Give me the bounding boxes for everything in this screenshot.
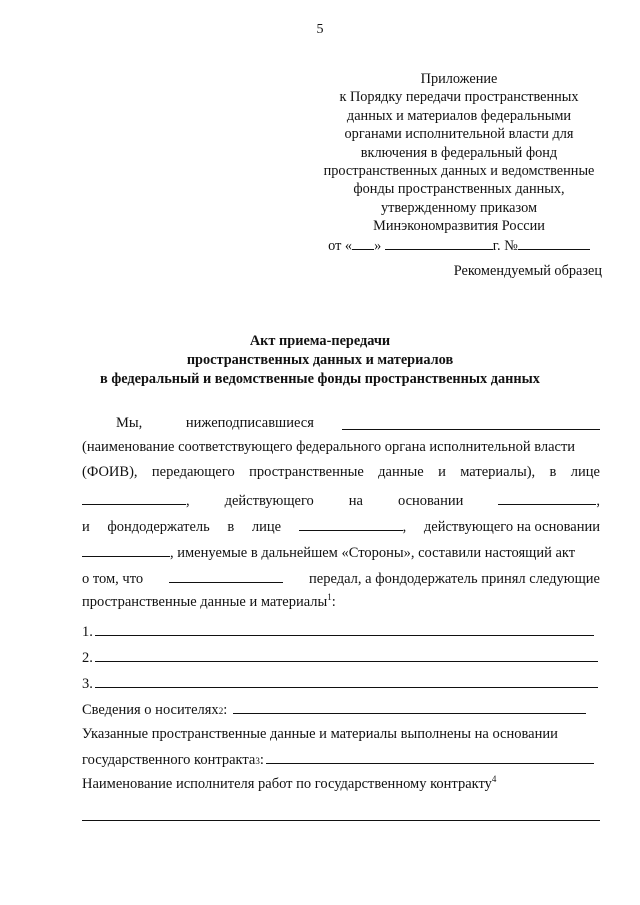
transferor-blank <box>169 568 283 583</box>
word: материалы), <box>460 464 536 480</box>
list-item <box>82 673 598 693</box>
contract-line: государственного контракта 3 : <box>82 749 594 769</box>
title-line-3: в федеральный и ведомственные фонды пространственных данных <box>100 371 540 387</box>
word: (ФОИВ), <box>82 464 138 480</box>
holder-representative-blank <box>299 516 403 531</box>
appendix-line: органами исполнительной власти для <box>344 126 574 143</box>
word: и <box>438 464 446 480</box>
contract-blank <box>266 749 594 764</box>
appendix-line: Минэкономразвития России <box>373 218 545 235</box>
text-line-12: Указанные пространственные данные и материалы выполнены на основании <box>82 726 558 742</box>
basis-group <box>498 490 600 510</box>
order-date-line <box>310 236 608 255</box>
item-blank <box>95 673 598 688</box>
representative-blank <box>82 490 186 505</box>
word: на <box>348 493 363 509</box>
text-we: Мы, <box>116 415 143 431</box>
word: передал, а фондодержатель принял следующие <box>309 571 600 587</box>
body-line-12 <box>82 726 600 743</box>
day-blank <box>352 236 374 250</box>
holder-basis-blank <box>82 542 170 557</box>
contractor-label: Наименование исполнителя работ по государственному контракту <box>82 776 492 792</box>
appendix-line: данных и материалов федеральными <box>346 107 572 124</box>
contract-label: государственного контракта <box>82 752 256 768</box>
word: действующего на основании <box>423 519 600 535</box>
word: о том, что <box>82 571 144 587</box>
comma: , <box>186 493 190 509</box>
appendix-line: включения в федеральный фонд <box>360 144 558 161</box>
number-sign: № <box>504 237 518 254</box>
word: фондодержатель <box>107 519 210 535</box>
body-line-5 <box>82 516 600 536</box>
parties-blank <box>342 415 600 430</box>
list-item <box>82 647 598 667</box>
number-blank <box>518 236 590 250</box>
colon: : <box>259 752 264 768</box>
month-blank <box>385 236 493 250</box>
item-number: 2. <box>82 650 93 666</box>
page-number: 5 <box>316 22 324 37</box>
footnote-ref: 4 <box>491 774 497 785</box>
item-blank <box>95 647 598 662</box>
word: данные <box>378 464 424 480</box>
footnote-ref: 1 <box>327 592 332 603</box>
word: основании <box>397 493 464 509</box>
date-mid: » <box>374 237 382 254</box>
comma: , <box>402 519 407 535</box>
title-line-2: пространственных данных и материалов <box>186 352 454 368</box>
body-line-3 <box>82 464 600 481</box>
list-item <box>82 621 594 641</box>
word: лице <box>570 464 600 480</box>
appendix-block <box>310 70 608 255</box>
word: в <box>227 519 235 535</box>
colon: : <box>223 702 228 718</box>
word: лице <box>251 519 282 535</box>
date-prefix: от « <box>328 237 353 254</box>
contractor-blank <box>82 806 600 821</box>
item-number: 1. <box>82 624 93 640</box>
body-line-14 <box>82 776 600 793</box>
appendix-line: утвержденному приказом <box>380 199 538 216</box>
sample-label: Рекомендуемый образец <box>453 263 602 279</box>
body-line-1 <box>82 415 600 432</box>
comma: , <box>596 493 600 509</box>
body-line-4 <box>82 490 600 510</box>
text-undersigned: нижеподписавшиеся <box>185 415 314 431</box>
appendix-line: фонды пространственных данных, <box>353 181 565 198</box>
word: действующего <box>224 493 314 509</box>
word: в <box>549 464 557 480</box>
carriers-line: Сведения о носителях 2 : <box>82 699 586 719</box>
body-line-7 <box>82 568 600 588</box>
text-line-6: , именуемые в дальнейшем «Стороны», составили настоящий акт <box>170 545 576 561</box>
item-blank <box>95 621 594 636</box>
colon: : <box>331 594 336 610</box>
carriers-label: Сведения о носителях <box>82 702 219 718</box>
appendix-line: к Порядку передачи пространственных <box>339 89 579 106</box>
text-line-2: (наименование соответствующего федерального органа исполнительной власти <box>82 439 576 455</box>
appendix-line: пространственных данных и ведомственные <box>323 163 595 180</box>
body-line-8 <box>82 594 600 611</box>
act-title <box>0 332 640 389</box>
body-line-6 <box>82 542 600 562</box>
word: пространственные <box>249 464 364 480</box>
body-line-2 <box>82 439 600 456</box>
item-number: 3. <box>82 676 93 692</box>
text-line-8: пространственные данные и материалы <box>82 594 328 610</box>
appendix-line: Приложение <box>420 71 498 87</box>
word: и <box>82 519 90 535</box>
basis-blank <box>498 490 596 505</box>
date-year: г. <box>492 237 501 254</box>
title-line-1: Акт приема-передачи <box>249 333 391 349</box>
holder-group <box>299 516 407 536</box>
representative-group <box>82 490 190 510</box>
word: передающего <box>151 464 235 480</box>
carriers-blank <box>233 699 586 714</box>
